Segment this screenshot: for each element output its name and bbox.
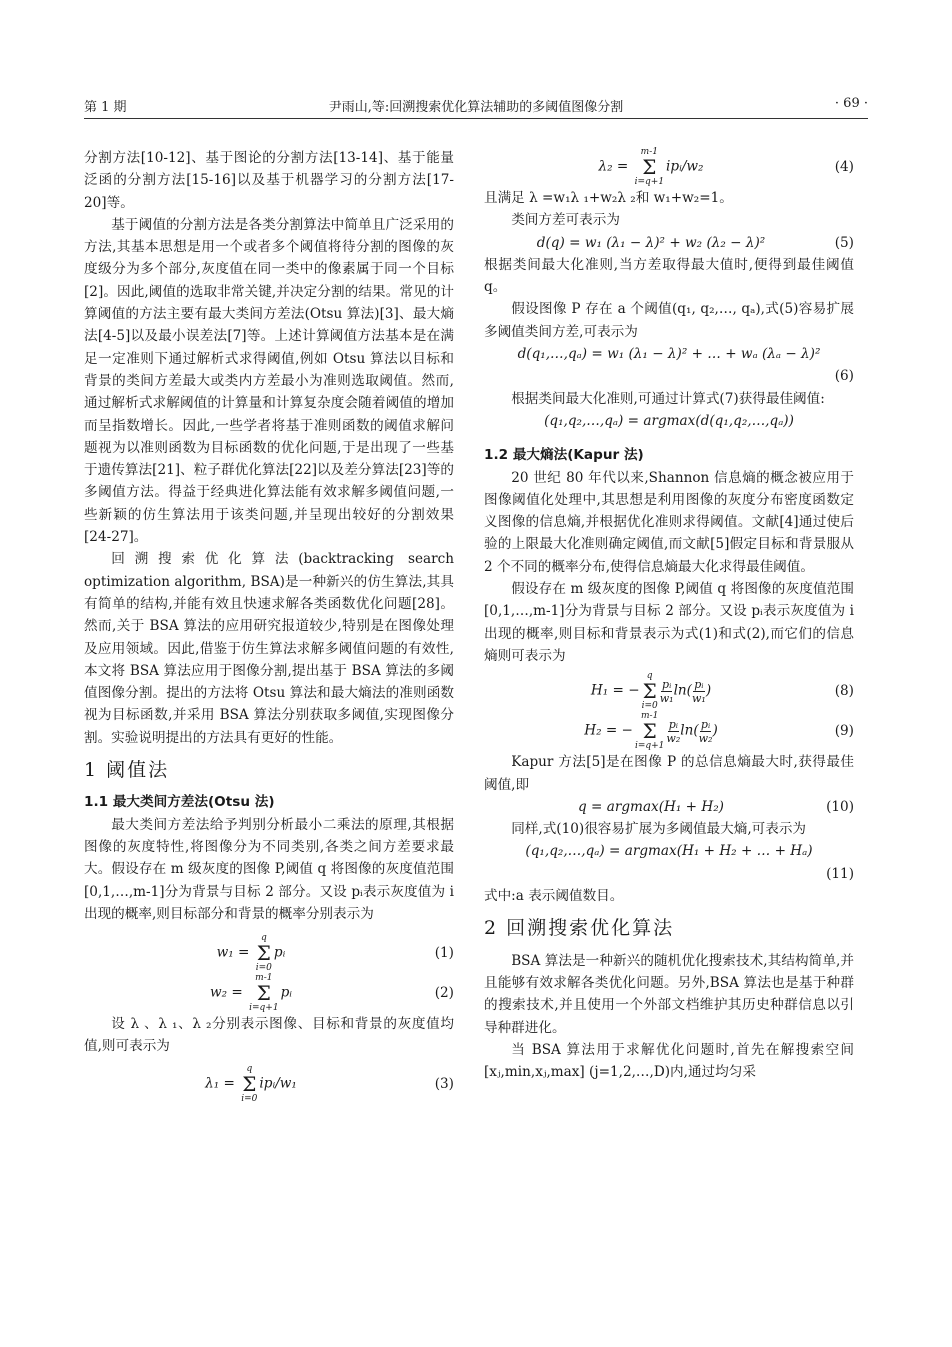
equation-number: (8) [834,683,854,700]
equation-4: λ₂ = m-1 Σ i=q+1 ipᵢ/w₂ (4) [598,147,854,187]
equation-8: H₁ = − q Σ i=0 $\frac{\text{pᵢ}}{\text{w₁}}$ ln( $\frac{\text{pᵢ}}{\text{w₁}}$ ) (8) [590,671,854,712]
paragraph: Kapur 方法[5]是在图像 P 的总信息熵最大时,获得最佳阈值,即 [484,754,854,793]
paragraph: 且满足 λ =w₁λ ₁+w₂λ ₂和 w₁+w₂=1。 [484,190,733,206]
running-header [84,92,868,119]
section-heading: 2 回溯搜索优化算法 [484,917,675,940]
paragraph: 设 λ 、λ ₁、λ ₂分别表示图像、目标和背景的灰度值均值,则可表示为 [84,1016,454,1055]
right-column [484,147,854,1083]
paragraph: 20 世纪 80 年代以来,Shannon 信息熵的概念被应用于图像阈值化处理中,其思想是利用图像的灰度分布密度函数定义图像的信息熵,并根据优化准则求得阈值。文献[4]通过使后验的上限最大化准则确定阈值,而文献[5]假定目标和背景服从 2 个不同的概率分布,使得信息熵最大化求得最佳阈值。 [484,469,854,575]
paragraph: BSA 算法是一种新兴的随机优化搜索技术,其结构简单,并且能够有效求解各类优化问题。另外,BSA 算法也是基于种群的搜索技术,并且使用一个外部文档维护其历史种群信息以引导种群进化。 [484,952,854,1036]
equation-number: (2) [434,984,454,1001]
paragraph: 式中:a 表示阈值数目。 [484,888,624,905]
running-title: 尹雨山,等:回溯搜索优化算法辅助的多阈值图像分割 [328,100,624,115]
equation-number: (1) [434,944,454,961]
paragraph: 假设存在 m 级灰度的图像 P,阈值 q 将图像的灰度值范围[0,1,…,m-1]分为背景与目标 2 部分。又设 pᵢ表示灰度值为 i 出现的概率,则目标和背景表示为式(1)和式(2),而它们的信息熵则可表示为 [484,581,854,664]
paragraph: 根据类间最大化准则,当方差取得最大值时,便得到最佳阈值 q。 [484,256,854,296]
equation-number: (3) [434,1075,454,1092]
section-heading: 1 阈值法 [84,759,170,782]
equation-10: q = argmax(H₁ + H₂) (10) [484,796,854,818]
paragraph: 同样,式(10)很容易扩展为多阈值最大熵,可表示为 [511,821,807,838]
equation-number: (4) [834,158,854,175]
paragraph: 回溯搜索优化算法(backtracking search optimization algorithm, BSA)是一种新兴的仿生算法,其具有简单的结构,并能有效且快速求解各类函数优化问题[28]。然而,关于 BSA 算法的应用研究报道较少,特别是在图像处理及应用领域。因此,借鉴于仿生算法求解多阈值问题的有效性,本文将 BSA 算法应用于图像分割,提出基于 BSA 算法的多阈值图像分割。提出的方法将 Otsu 算法和最大熵法的准则函数视为目标函数,并采用 BSA 算法分别获取多阈值,实现图像分割。实验说明提出的方法具有更好的性能。 [84,551,454,746]
paragraph: 最大类间方差法给予判别分析最小二乘法的原理,其根据图像的灰度特性,将图像分为不同类别,各类之间方差要求最大。假设存在 m 级灰度的图像 P,阈值 q 将图像的灰度值范围[0,1,…,m-1]分为背景与目标 2 部分。又设 pᵢ表示灰度值为 i 出现的概率,则目标部分和背景的概率分别表示为 [84,816,454,922]
subsection-heading: 1.1 最大类间方差法(Otsu 法) [84,794,275,811]
equation-9: H₂ = − m-1 Σ i=q+1 $\frac{\text{pᵢ}}{\text{w₂}}$ ln( $\frac{\text{pᵢ}}{\text{w₂}}$ ) (9) [584,711,854,752]
equation-number: (5) [834,234,854,251]
paragraph: 当 BSA 算法用于求解优化问题时,首先在解搜索空间[xⱼ,min,xⱼ,max] (j=1,2,…,D)内,通过均匀采 [484,1041,854,1081]
paragraph: 分割方法[10-12]、基于图论的分割方法[13-14]、基于能量泛函的分割方法[15-16]以及基于机器学习的分割方法[17-20]等。 [84,150,454,211]
equation-6: d(q₁,…,qₐ) = w₁ (λ₁ − λ)² + … + wₐ (λₐ − λ)² [517,346,821,363]
paragraph: 假设图像 P 存在 a 个阈值(q₁, q₂,…, qₐ),式(5)容易扩展多阈值类间方差,可表示为 [484,301,854,340]
equation-2: w₂ = m-1 Σ i=q+1 pᵢ (2) [209,973,454,1014]
equation-7: (q₁,q₂,…,qₐ) = argmax(d(q₁,q₂,…,qₐ)) [544,412,794,429]
equation-number: (6) [834,368,854,385]
equation-11: (q₁,q₂,…,qₐ) = argmax(H₁ + H₂ + … + Hₐ) [525,843,813,860]
equation-number: (9) [834,723,854,740]
paragraph: 根据类间最大化准则,可通过计算式(7)获得最佳阈值: [511,390,825,407]
equation-number: (11) [826,865,854,882]
equation-number: (10) [826,798,854,815]
subsection-heading: 1.2 最大熵法(Kapur 法) [484,447,644,464]
equation-5: d(q) = w₁ (λ₁ − λ)² + w₂ (λ₂ − λ)² (5) [484,232,854,254]
equation-3: λ₁ = q Σ i=0 ipᵢ/w₁ (3) [205,1063,454,1104]
equation-1: w₁ = q Σ i=0 pᵢ (1) [216,933,454,974]
left-column [84,147,454,1104]
paragraph: 类间方差可表示为 [511,212,620,229]
paragraph: 基于阈值的分割方法是各类分割算法中简单且广泛采用的方法,其基本思想是用一个或者多个阈值将待分割的图像的灰度级分为多个部分,灰度值在同一类中的像素属于同一个目标[2]。因此,阈值的选取非常关键,并决定分割的结果。常见的计算阈值的方法主要有最大类间方差法(Otsu 算法)[3]、最大熵法[4-5]以及最小误差法[7]等。上述计算阈值方法基本是在满足一定准则下通过解析式求得阈值,例如 Otsu 算法以目标和背景的类间方差最大或类内方差最小为准则选取阈值。然而,通过解析式求解阈值的计算量和计算复杂度会随着阈值的增加而呈指数增长。因此,一些学者将基于准则函数的阈值求解问题视为以准则函数为目标函数的优化问题,于是出现了一些基于遗传算法[21]、粒子群优化算法[22]以及差分算法[23]等的多阈值方法。得益于经典进化算法能有效求解多阈值问题,一些新颖的仿生算法用于该类问题,并呈现出较好的分割效果[24-27]。 [84,216,454,546]
page-number: · 69 · [834,96,868,111]
issue-number: 第 1 期 [84,100,127,115]
